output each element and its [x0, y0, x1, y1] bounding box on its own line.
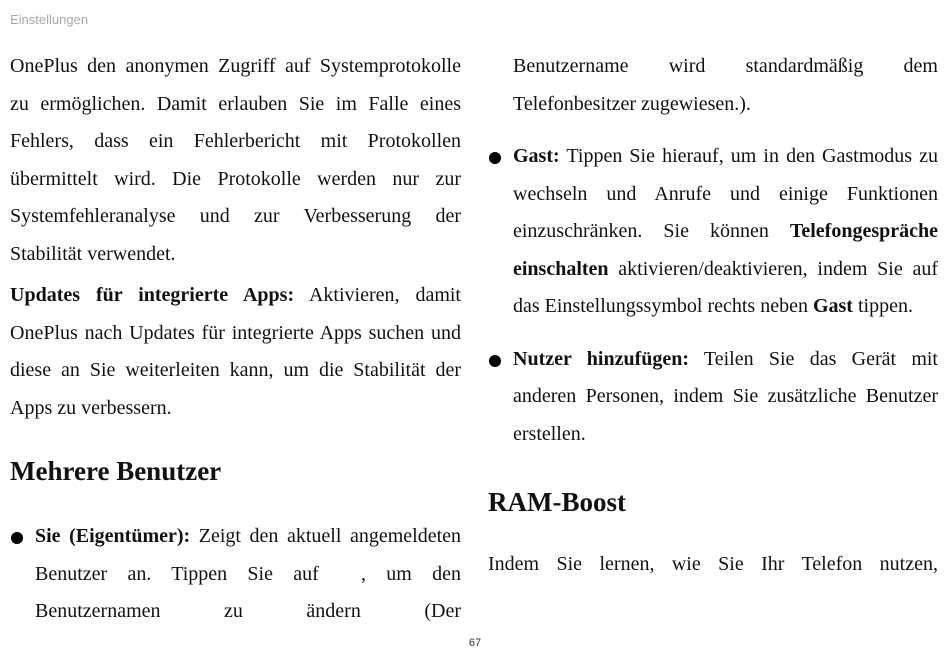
intro-paragraph: OnePlus den anonymen Zugriff auf Systemprotokolle zu ermöglichen. Damit erlauben Sie im Falle eines Fehlers, dass ein Fehlerbericht mit Protokollen übermittelt wird. Die Protokolle werden nur zur Systemfehleranalyse und zur Verbesserung der Stabilität verwendet.: [10, 55, 461, 265]
adduser-label: Nutzer hinzufügen:: [513, 347, 690, 370]
updates-text: Aktivieren, damit OnePlus nach Updates für integrierte Apps suchen und diese an Sie weiterleiten kann, um die Stabilität der Apps zu verbessern.: [10, 284, 461, 419]
bullet-guest: [488, 138, 938, 326]
owner-continuation-text: Benutzername wird standardmäßig dem Telefonbesitzer zugewiesen.).: [513, 55, 938, 115]
right-column: [488, 48, 938, 584]
guest-bold-phone-calls: Telefongespräche einschalten: [513, 220, 938, 280]
owner-text-after-icon: , um den Benutzernamen zu ändern (Der: [35, 562, 461, 622]
edit-icon: [339, 567, 361, 583]
bullet-owner: [10, 518, 461, 631]
page-header: Einstellungen: [10, 12, 89, 27]
left-column: [10, 48, 461, 631]
bullet-add-user: [488, 341, 938, 454]
owner-continuation: [488, 48, 938, 123]
guest-text-3: tippen.: [852, 295, 913, 317]
section-heading-ram-boost: RAM-Boost: [488, 487, 626, 517]
guest-text-1: Tippen Sie hierauf, um in den Gastmodus zu wechseln und Anrufe und einige Funktionen einzuschränken. Sie können: [513, 145, 938, 242]
page-number: 67: [468, 637, 482, 649]
guest-label: Gast:: [513, 145, 560, 167]
section-heading-multiple-users: Mehrere Benutzer: [10, 456, 222, 486]
guest-bold-guest: Gast: [812, 295, 853, 317]
ram-paragraph: Indem Sie lernen, wie Sie Ihr Telefon nutzen,: [488, 553, 938, 575]
owner-label: Sie (Eigentümer):: [35, 525, 191, 547]
adduser-text: Teilen Sie das Gerät mit anderen Personen, indem Sie zusätzliche Benutzer erstellen.: [513, 347, 938, 445]
owner-text-before-icon: Zeigt den aktuell angemeldeten Benutzer an. Tippen Sie auf: [35, 525, 462, 585]
updates-label: Updates für integrierte Apps:: [10, 284, 295, 306]
guest-text-2: aktivieren/deaktivieren, indem Sie auf das Einstellungssymbol rechts neben: [513, 257, 938, 317]
updates-paragraph: [10, 277, 461, 427]
